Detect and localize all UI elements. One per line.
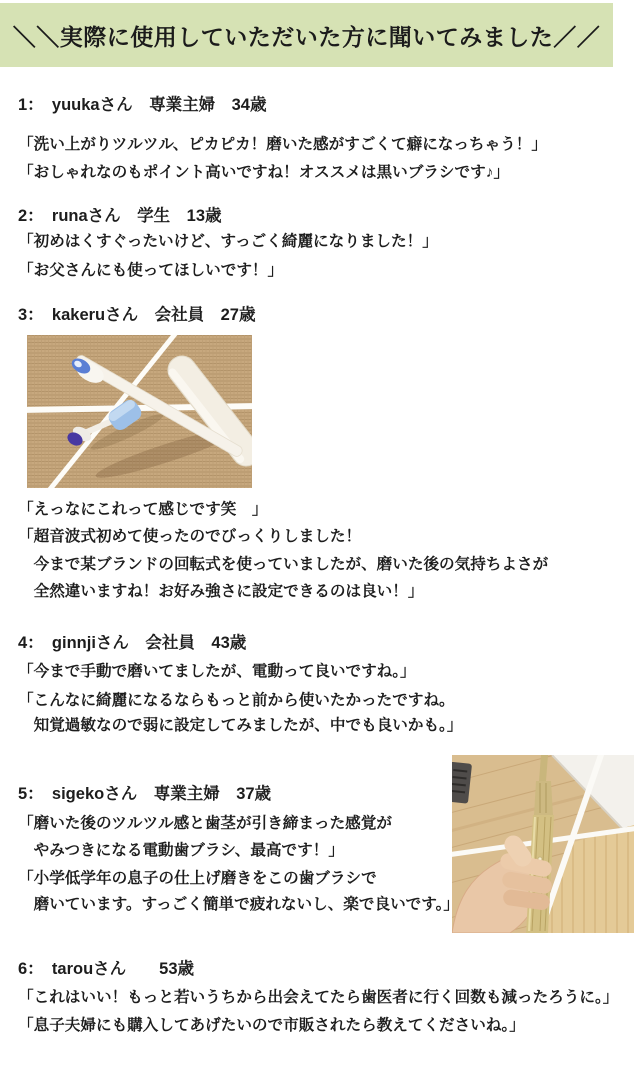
testimonial-3-header: 3： kakeruさん 会社員 27歳	[18, 306, 256, 324]
testimonial-6-header: 6： tarouさん 53歳	[18, 960, 195, 978]
testimonial-5-header: 5： sigekoさん 専業主婦 37歳	[18, 785, 272, 803]
testimonial-2-quote-line: 「初めはくすぐったいけど、すっごく綺麗になりました！」	[18, 233, 438, 250]
testimonial-5-quote-line: 「磨いた後のツルツル感と歯茎が引き締まった感覚が	[18, 815, 392, 832]
testimonial-1-header: 1： yuukaさん 専業主婦 34歳	[18, 96, 267, 114]
testimonial-1-quote-line: 「洗い上がりツルツル、ピカピカ！磨いた感がすごくて癖になっちゃう！」	[18, 136, 547, 153]
testimonial-3-quote-line: 今まで某ブランドの回転式を使っていましたが、磨いた後の気持ちよさが	[18, 556, 549, 573]
testimonial-4-header: 4： ginnjiさん 会社員 43歳	[18, 634, 247, 652]
testimonial-6-quote-line: 「これはいい！もっと若いうちから出会えてたら歯医者に行く回数も減ったろうに。」	[18, 989, 619, 1006]
testimonial-5-quote-line: 「小学低学年の息子の仕上げ磨きをこの歯ブラシで	[18, 870, 377, 887]
crossed-toothbrushes-photo	[27, 335, 252, 488]
testimonial-3-quote-line: 「超音波式初めて使ったのでびっくりしました！	[18, 528, 362, 545]
testimonial-3-quote-line: 全然違いますね！お好み強さに設定できるのは良い！」	[18, 583, 424, 600]
testimonial-3-quote-line: 「えっなにこれって感じです笑 」	[18, 501, 268, 518]
testimonial-2-quote-line: 「お父さんにも使ってほしいです！」	[18, 262, 284, 279]
testimonial-1-quote-line: 「おしゃれなのもポイント高いですね！オススメは黒いブラシです♪」	[18, 164, 510, 181]
testimonial-4-quote-line: 「今まで手動で磨いてましたが、電動って良いですね。」	[18, 663, 416, 680]
testimonial-2-header: 2： runaさん 学生 13歳	[18, 207, 222, 225]
hand-holding-bamboo-toothbrush-photo	[452, 755, 634, 933]
testimonial-6-quote-line: 「息子夫婦にも購入してあげたいので市販されたら教えてくださいね。」	[18, 1017, 525, 1034]
testimonial-4-quote-line: 「こんなに綺麗になるならもっと前から使いたかったですね。	[18, 692, 455, 709]
banner-title: ＼＼実際に使用していただいた方に聞いてみました／／	[12, 23, 601, 50]
testimonial-5-quote-line: やみつきになる電動歯ブラシ、最高です！」	[18, 842, 344, 859]
header-banner	[0, 3, 613, 67]
testimonial-4-quote-line: 知覚過敏なので弱に設定してみましたが、中でも良いかも。」	[18, 717, 463, 734]
testimonial-5-quote-line: 磨いています。すっごく簡単で疲れないし、楽で良いです。」	[18, 896, 459, 913]
